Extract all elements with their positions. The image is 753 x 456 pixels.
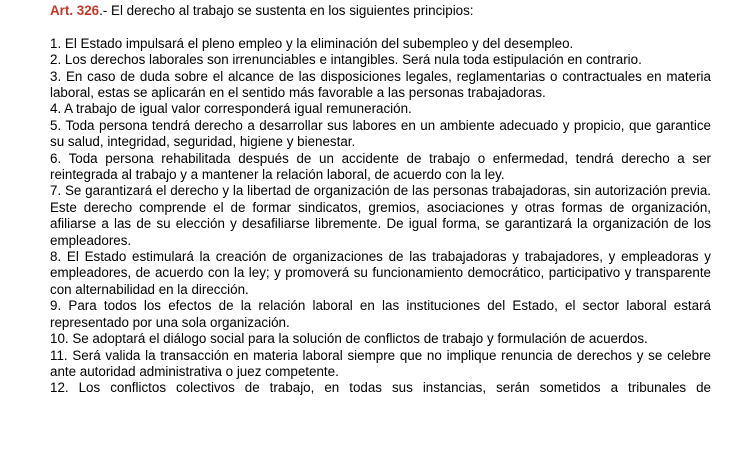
principle-7: 7. Se garantizará el derecho y la libertad de organización de las personas trabajadoras, sin autorización previa. Este derecho comprende el de formar sindicatos, gremios, asociaciones y otras formas de organización, afiliarse a las de su elección y desafiliarse libremente. De igual forma, se garantizará la organización de los empleadores. (50, 183, 711, 248)
principle-2: 2. Los derechos laborales son irrenunciables e intangibles. Será nula toda estipulación en contrario. (50, 52, 642, 68)
article-heading (50, 3, 711, 19)
article-number: Art. 326 (50, 3, 100, 18)
document-page (50, 0, 711, 397)
principle-5: 5. Toda persona tendrá derecho a desarrollar sus labores en un ambiente adecuado y propicio, que garantice su salud, integridad, seguridad, higiene y bienestar. (50, 117, 711, 150)
principle-1: 1. El Estado impulsará el pleno empleo y la eliminación del subempleo y del desempleo. (50, 35, 574, 51)
principle-8: 8. El Estado estimulará la creación de organizaciones de las trabajadoras y trabajadores, y empleadoras y empleadores, de acuerdo con la ley; y promoverá su funcionamiento democrático, participativo y transparente con alternabilidad en la dirección. (50, 249, 711, 297)
principle-11: 11. Será valida la transacción en materia laboral siempre que no implique renuncia de derechos y se celebre ante autoridad administrativa o juez competente. (50, 347, 711, 379)
article-intro: .- El derecho al trabajo se sustenta en los siguientes principios: (99, 3, 474, 18)
principle-4: 4. A trabajo de igual valor corresponderá igual remuneración. (50, 101, 412, 117)
paragraph-gap (50, 19, 711, 35)
principle-9: 9. Para todos los efectos de la relación laboral en las instituciones del Estado, el sector laboral estará representado por una sola organización. (50, 298, 711, 330)
principle-3: 3. En caso de duda sobre el alcance de las disposiciones legales, reglamentarias o contractuales en materia laboral, estas se aplicarán en el sentido más favorable a las personas trabajadoras. (50, 68, 711, 100)
principle-6: 6. Toda persona rehabilitada después de un accidente de trabajo o enfermedad, tendrá derecho a ser reintegrada al trabajo y a mantener la relación laboral, de acuerdo con la ley. (50, 150, 711, 183)
principle-10: 10. Se adoptará el diálogo social para la solución de conflictos de trabajo y formulación de acuerdos. (50, 331, 648, 347)
principle-12: 12. Los conflictos colectivos de trabajo, en todas sus instancias, serán sometidos a tribunales de (50, 380, 711, 396)
